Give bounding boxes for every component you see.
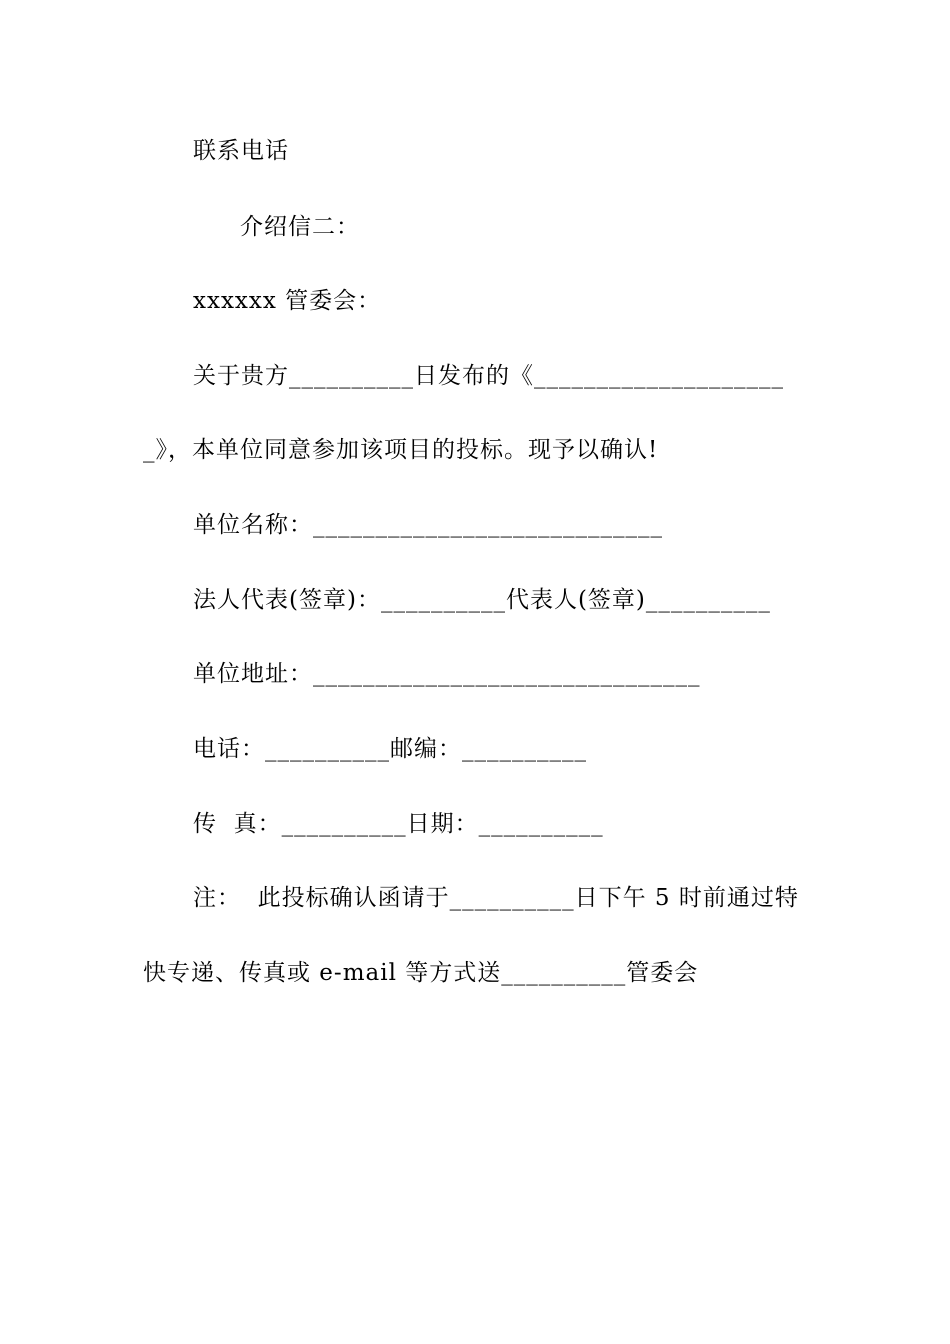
- unit-address-field: 单位地址：_______________________________: [193, 661, 701, 687]
- recipient-line: xxxxxx 管委会：: [193, 288, 382, 314]
- note-line-2: 快专递、传真或 e-mail 等方式送__________管委会: [143, 960, 699, 986]
- body-paragraph-line-2: _》，本单位同意参加该项目的投标。现予以确认!: [143, 437, 659, 463]
- fax-date-field: 传 真：__________日期：__________: [193, 811, 604, 837]
- letter-heading: 介绍信二：: [240, 214, 360, 240]
- phone-postcode-field: 电话：__________邮编：__________: [193, 736, 587, 762]
- body-paragraph-line-1: 关于贵方__________日发布的《____________________: [193, 363, 784, 389]
- unit-name-field: 单位名称：____________________________: [193, 512, 663, 538]
- contact-phone-label: 联系电话: [193, 138, 289, 164]
- note-line-1: 注： 此投标确认函请于__________日下午 5 时前通过特: [193, 885, 799, 911]
- legal-representative-field: 法人代表(签章)：__________代表人(签章)__________: [193, 587, 771, 613]
